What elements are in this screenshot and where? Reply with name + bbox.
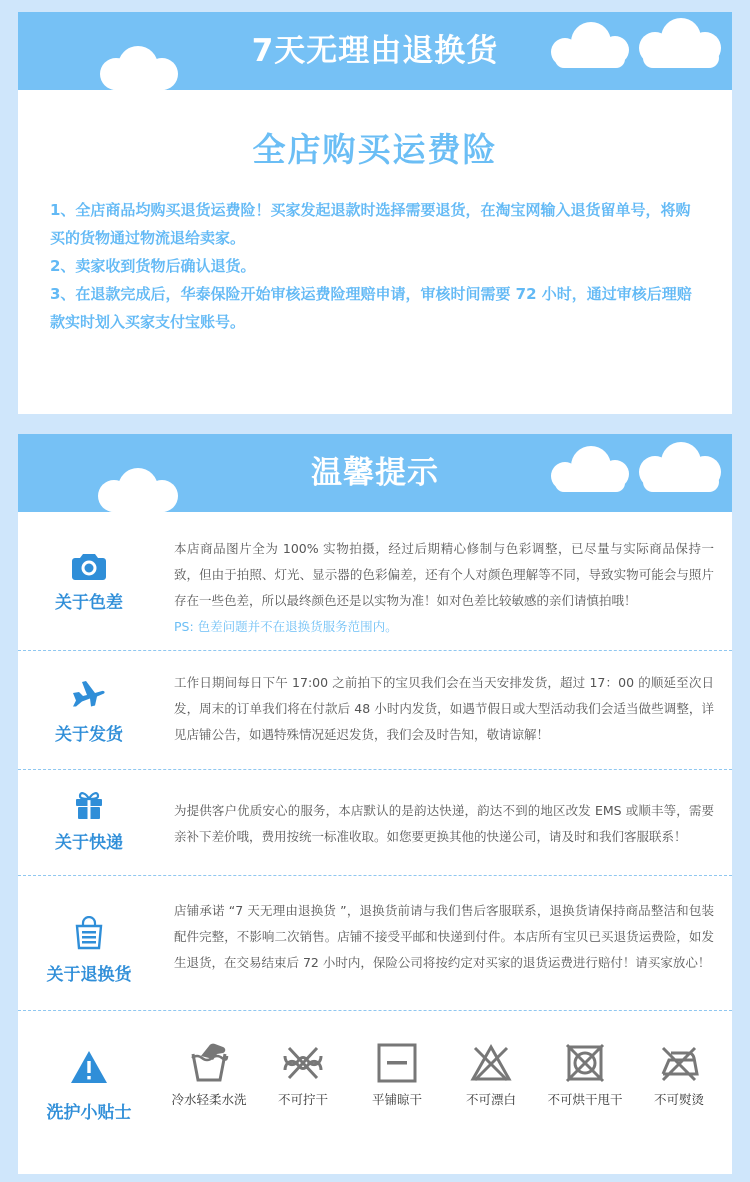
insurance-steps [50,196,702,336]
camera-icon [18,552,160,580]
tip-row-courier [18,784,732,874]
care-item [258,1042,348,1108]
banner-title: 7天无理由退换货 [251,33,499,69]
care-item [446,1042,536,1108]
care-item [634,1042,724,1108]
tip-row-color [18,534,732,644]
shopping-bag-icon [18,916,160,950]
divider [18,650,732,651]
divider [18,1010,732,1011]
care-label: 不可拧干 [277,1092,328,1107]
divider [18,769,732,770]
step-3: 3、在退款完成后，华泰保险开始审核运费险理赔申请，审核时间需要 72 小时，通过审核后理赔款实时划入买家支付宝账号。 [50,285,692,331]
care-label: 冷水轻柔水洗 [171,1092,247,1107]
warning-icon [70,1050,108,1084]
divider [18,875,732,876]
gift-icon [18,790,160,820]
banner [18,434,732,512]
tips-panel [18,434,732,1174]
care-item [164,1042,254,1108]
airplane-icon [18,674,160,708]
care-label: 不可烘干甩干 [547,1092,623,1107]
washing-tips-label: 洗护小贴士 [46,1103,132,1123]
banner-title: 温馨提示 [311,455,439,491]
banner [18,12,732,90]
tip-label: 关于发货 [55,725,123,745]
hand-wash-icon [187,1042,231,1084]
do-not-bleach-icon [469,1042,513,1084]
do-not-iron-icon [657,1042,701,1084]
tip-text [174,536,714,640]
tip-text: 工作日期间每日下午 17:00 之前拍下的宝贝我们会在当天安排发货，超过 17：00 的顺延至次日发，周末的订单我们将在付款后 48 小时内发货，如遇节假日或大型活动我们会适当做些调整，详见店铺公告，如遇特殊情况延迟发货，我们会及时告知，敬请谅解！ [174,675,714,742]
tip-label: 关于快递 [55,833,123,853]
washing-tips [18,1042,732,1172]
step-1: 1、全店商品均购买退货运费险！买家发起退款时选择需要退货，在淘宝网输入退货留单号，将购买的货物通过物流退给卖家。 [50,201,691,247]
do-not-tumble-dry-icon [563,1042,607,1084]
tip-row-shipping [18,666,732,766]
tip-label: 关于退换货 [46,965,132,985]
tip-text: 为提供客户优质安心的服务，本店默认的是韵达快递，韵达不到的地区改发 EMS 或顺丰等，需要亲补下差价哦，费用按统一标准收取。如您要更换其他的快递公司，请及时和我们客服联系！ [174,803,714,844]
return-policy-panel [18,12,732,414]
dry-flat-icon [375,1042,419,1084]
tip-note: PS: 色差问题并不在退换货服务范围内。 [174,619,398,634]
do-not-wring-icon [281,1042,325,1084]
care-label: 不可熨烫 [653,1092,704,1107]
care-item [540,1042,630,1108]
tip-text: 店铺承诺 “7 天无理由退换货 ”，退换货前请与我们售后客服联系，退换货请保持商品整洁和包装配件完整，不影响二次销售。店铺不接受平邮和快递到付件。本店所有宝贝已买退货运费险，如发生退货，在交易结束后 72 小时内，保险公司将按约定对买家的退货运费进行赔付！请买家放心！ [174,903,714,970]
care-label: 不可漂白 [465,1092,516,1107]
care-label: 平铺晾干 [371,1092,422,1107]
tip-row-returns [18,892,732,1012]
section-title: 全店购买运费险 [252,130,498,169]
step-2: 2、卖家收到货物后确认退货。 [50,257,256,275]
tip-label: 关于色差 [55,593,123,613]
care-item [352,1042,442,1108]
tip-body: 本店商品图片全为 100% 实物拍摄，经过后期精心修制与色彩调整，已尽量与实际商品保持一致，但由于拍照、灯光、显示器的色彩偏差，还有个人对颜色理解等不同，导致实物可能会与照片存在一些色差，所以最终颜色还是以实物为准！如对色差比较敏感的亲们请慎拍哦！ [174,541,714,608]
